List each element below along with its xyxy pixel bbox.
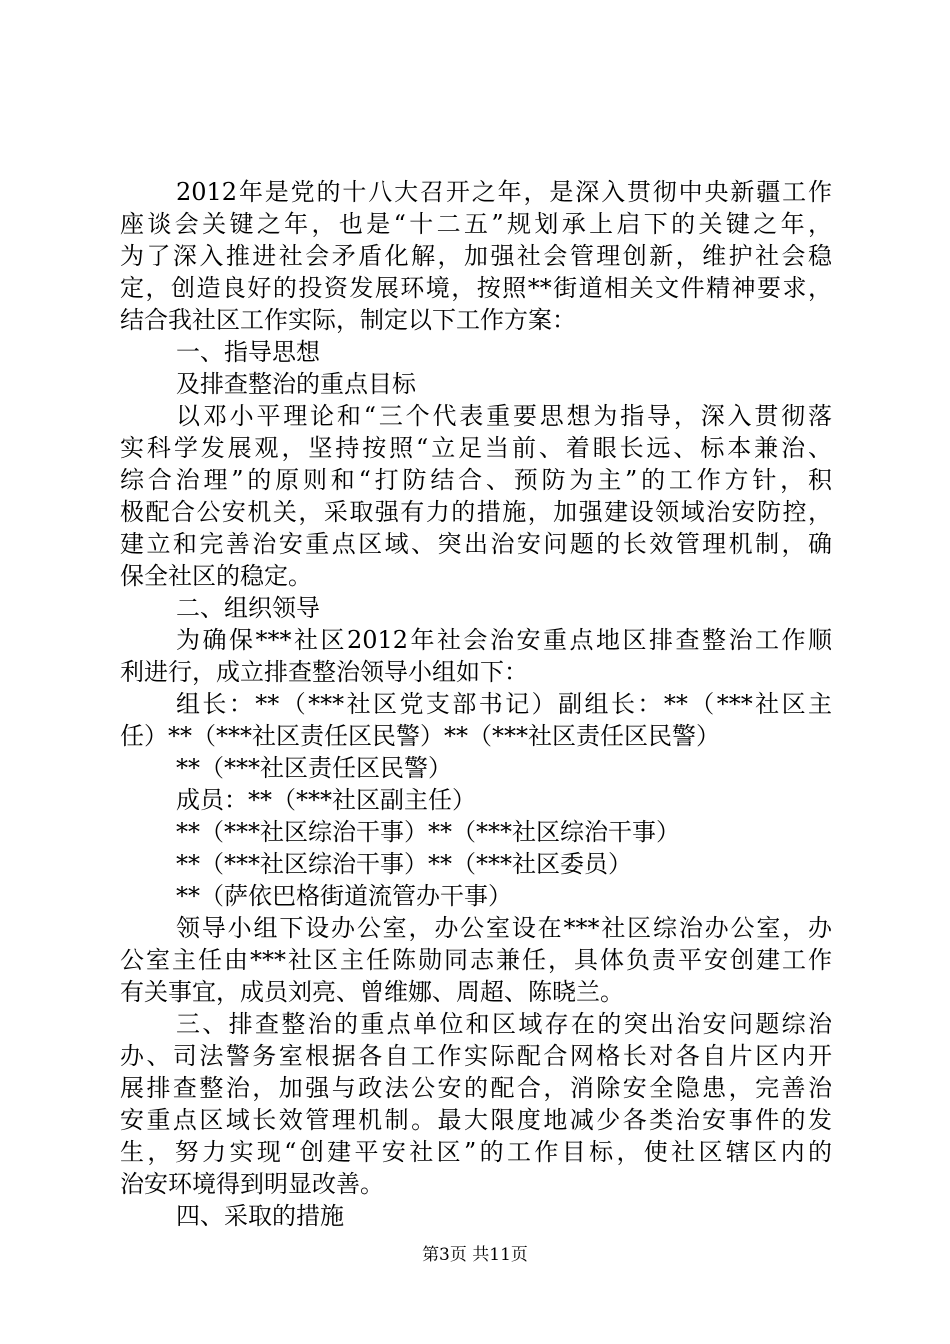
text-line: 以邓小平理论和“三个代表重要思想为指导，深入贯彻落 bbox=[176, 402, 832, 430]
text-line: 实科学发展观，坚持按照“立足当前、着眼长远、标本兼治、 bbox=[120, 434, 832, 462]
text-line: 领导小组下设办公室，办公室设在***社区综治办公室，办 bbox=[176, 914, 832, 942]
text-line: 有关事宜，成员刘亮、曾维娜、周超、陈晓兰。 bbox=[120, 978, 624, 1006]
text-line: 结合我社区工作实际，制定以下工作方案： bbox=[120, 306, 576, 334]
text-line: 公室主任由***社区主任陈勋同志兼任，具体负责平安创建工作 bbox=[120, 946, 832, 974]
text-line: 办、司法警务室根据各自工作实际配合网格长对各自片区内开 bbox=[120, 1042, 832, 1070]
text-line: 生，努力实现“创建平安社区”的工作目标，使社区辖区内的 bbox=[120, 1138, 832, 1166]
text-line: 建立和完善治安重点区域、突出治安问题的长效管理机制，确 bbox=[120, 530, 832, 558]
text-line: 组长：**（***社区党支部书记）副组长：**（***社区主 bbox=[176, 690, 832, 718]
text-line: **（***社区责任区民警） bbox=[176, 754, 452, 782]
text-line: 成员：**（***社区副主任） bbox=[176, 786, 476, 814]
text-line: 综合治理”的原则和“打防结合、预防为主”的工作方针，积 bbox=[120, 466, 832, 494]
body-text bbox=[120, 176, 832, 1232]
text-line: 2012年是党的十八大召开之年，是深入贯彻中央新疆工作 bbox=[176, 178, 832, 206]
text-line: **（***社区综治干事）**（***社区委员） bbox=[176, 850, 632, 878]
text-line: 一、指导思想 bbox=[176, 338, 320, 366]
text-line: 利进行，成立排查整治领导小组如下： bbox=[120, 658, 528, 686]
text-line: 任）**（***社区责任区民警）**（***社区责任区民警） bbox=[120, 722, 720, 750]
text-line: 三、排查整治的重点单位和区域存在的突出治安问题综治 bbox=[176, 1010, 832, 1038]
text-line: 四、采取的措施 bbox=[176, 1202, 344, 1230]
text-line: 保全社区的稳定。 bbox=[120, 562, 312, 590]
text-line: 安重点区域长效管理机制。最大限度地减少各类治安事件的发 bbox=[120, 1106, 832, 1134]
text-line: **（***社区综治干事）**（***社区综治干事） bbox=[176, 818, 680, 846]
text-line: 为了深入推进社会矛盾化解，加强社会管理创新，维护社会稳 bbox=[120, 242, 832, 270]
text-line: 二、组织领导 bbox=[176, 594, 320, 622]
text-line: 极配合公安机关，采取强有力的措施，加强建设领域治安防控， bbox=[120, 498, 832, 526]
text-line: 展排查整治，加强与政法公安的配合，消除安全隐患，完善治 bbox=[120, 1074, 832, 1102]
text-line: 定，创造良好的投资发展环境，按照**街道相关文件精神要求， bbox=[120, 274, 832, 302]
text-line: 座谈会关键之年，也是“十二五”规划承上启下的关键之年， bbox=[120, 210, 832, 238]
text-line: 为确保***社区2012年社会治安重点地区排查整治工作顺 bbox=[176, 626, 832, 654]
page-footer: 第3页 共11页 bbox=[422, 1245, 528, 1265]
text-line: 及排查整治的重点目标 bbox=[176, 370, 416, 398]
text-line: **（萨依巴格街道流管办干事） bbox=[176, 882, 512, 910]
text-line: 治安环境得到明显改善。 bbox=[120, 1170, 384, 1198]
